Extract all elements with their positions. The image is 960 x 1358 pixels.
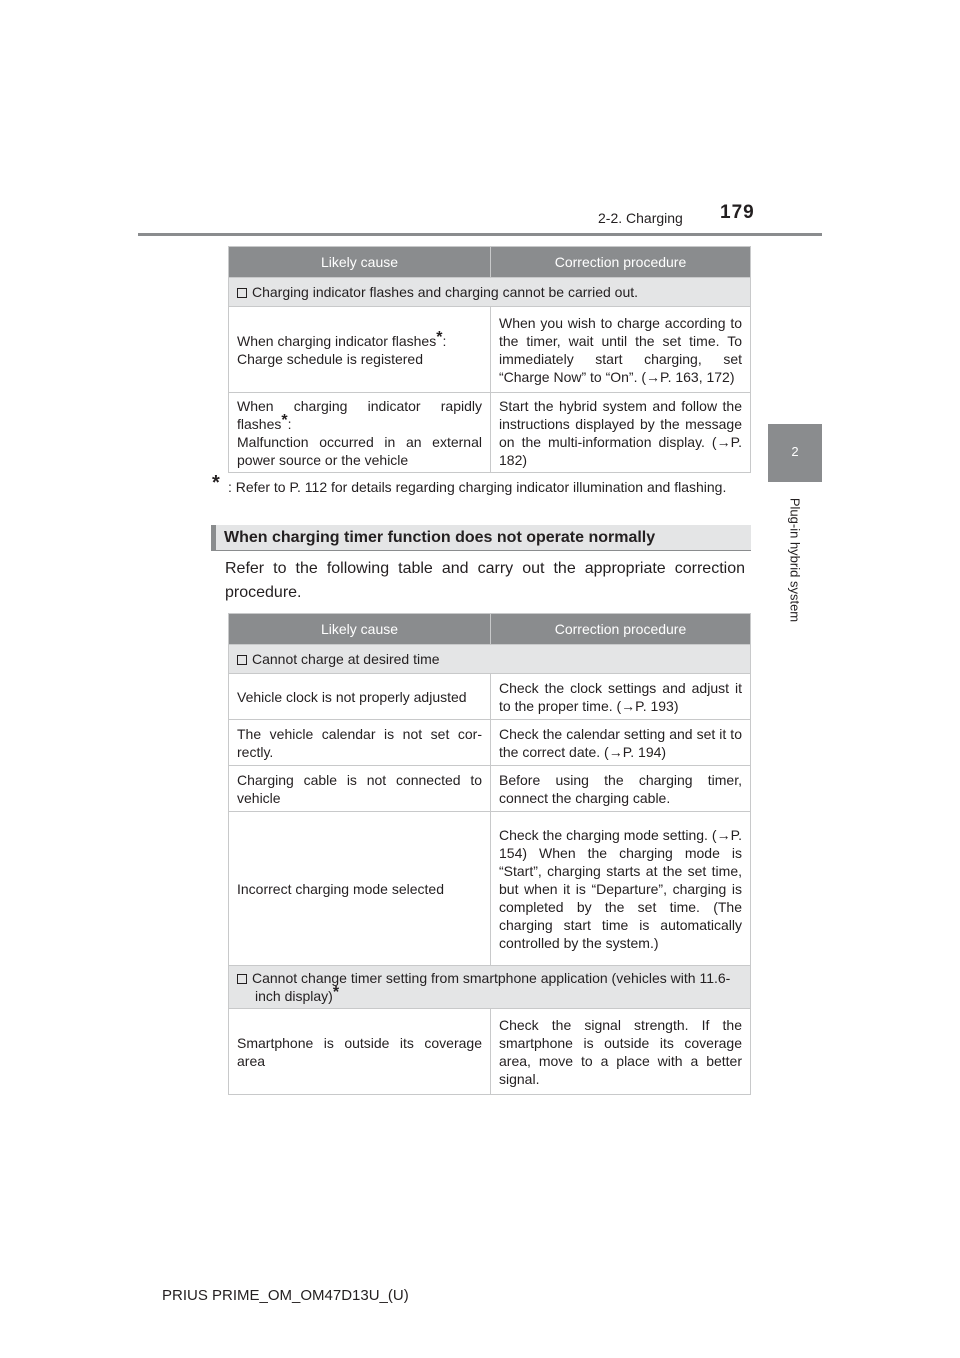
cause-cell (229, 307, 491, 393)
asterisk-marker: * (281, 411, 288, 429)
fix-cell: Check the clock settings and adjust it to the proper time. (→P. 193) (491, 674, 751, 720)
category-label: Charging indicator flashes and charging cannot be carried out. (252, 284, 639, 300)
checkbox-bullet-icon (237, 655, 247, 665)
category-label: Cannot charge at desired time (252, 651, 440, 667)
fix-cell: Check the signal strength. If the smartphone is outside its coverage area, move to a place with a better signal. (491, 1009, 751, 1095)
document-id: PRIUS PRIME_OM_OM47D13U_(U) (162, 1287, 409, 1304)
cause-cell (229, 393, 491, 473)
charging-indicator-table (228, 246, 751, 473)
table-category-row (229, 966, 751, 1009)
cause-cell: Smartphone is outside its coverage area (229, 1009, 491, 1095)
chapter-side-label: Plug-in hybrid system (787, 497, 803, 623)
table-header-row (229, 614, 751, 645)
cause-cell: The vehicle calendar is not set cor-rectly. (229, 720, 491, 766)
table-row (229, 307, 751, 393)
cause-detail: Charge schedule is registered (237, 350, 423, 367)
category-label: Cannot change timer setting from smartphone application (vehicles with 11.6-inch display) (252, 970, 731, 1004)
cause-cell: Incorrect charging mode selected (229, 812, 491, 966)
table-row (229, 1009, 751, 1095)
chapter-tab (768, 424, 822, 482)
table-row (229, 720, 751, 766)
checkbox-bullet-icon (237, 288, 247, 298)
column-header-likely-cause: Likely cause (229, 247, 491, 278)
cause-colon: : (287, 415, 292, 432)
header-section-title: 2-2. Charging (598, 210, 683, 226)
fix-cell: Check the calendar setting and set it to the correct date. (→P. 194) (491, 720, 751, 766)
cause-cell: Charging cable is not connected to vehicle (229, 766, 491, 812)
asterisk-marker: * (436, 328, 443, 346)
fix-cell: When you wish to charge according to the timer, wait until the set time. To immediately start charging, set “Charge Now” to “On”. (→P. 163, 172) (491, 307, 751, 393)
column-header-likely-cause: Likely cause (229, 614, 491, 645)
cause-text: When charging indicator flashes (237, 332, 437, 349)
table-category-row (229, 645, 751, 674)
cause-colon: : (442, 332, 447, 349)
footnote-text: : Refer to P. 112 for details regarding charging indicator illumination and flashing. (228, 479, 727, 495)
chapter-tab-number: 2 (791, 444, 799, 459)
table-row (229, 674, 751, 720)
cause-cell: Vehicle clock is not properly adjusted (229, 674, 491, 720)
category-cell (229, 966, 751, 1009)
asterisk-marker: * (332, 984, 340, 1001)
table-row (229, 812, 751, 966)
section-heading-text: When charging timer function does not operate normally (224, 529, 656, 546)
section-intro: Refer to the following table and carry out the appropriate correction procedure. (225, 560, 745, 601)
timer-function-table (228, 613, 751, 1095)
cause-detail: Malfunction occurred in an external power source or the vehicle (237, 433, 482, 468)
column-header-correction: Correction procedure (491, 247, 751, 278)
section-heading (211, 525, 751, 551)
category-cell (229, 645, 751, 674)
table-header-row (229, 247, 751, 278)
cause-text: When charging indicator rapidly flashes (237, 397, 482, 432)
table-row (229, 393, 751, 473)
fix-cell: Before using the charging timer, connect the charging cable. (491, 766, 751, 812)
fix-cell: Start the hybrid system and follow the instructions displayed by the message on the multi-information display. (→P. 182) (491, 393, 751, 473)
category-cell (229, 278, 751, 307)
column-header-correction: Correction procedure (491, 614, 751, 645)
page-number: 179 (720, 202, 755, 223)
table-row (229, 766, 751, 812)
table-category-row (229, 278, 751, 307)
checkbox-bullet-icon (237, 974, 247, 984)
fix-cell: Check the charging mode setting. (→P. 154) When the charging mode is “Start”, charging starts at the set time, but when it is “Departure”, charging is completed by the set time. (The charging start time is automatically controlled by the system.) (491, 812, 751, 966)
footnote-asterisk: * (212, 472, 220, 494)
header-rule (138, 233, 822, 236)
